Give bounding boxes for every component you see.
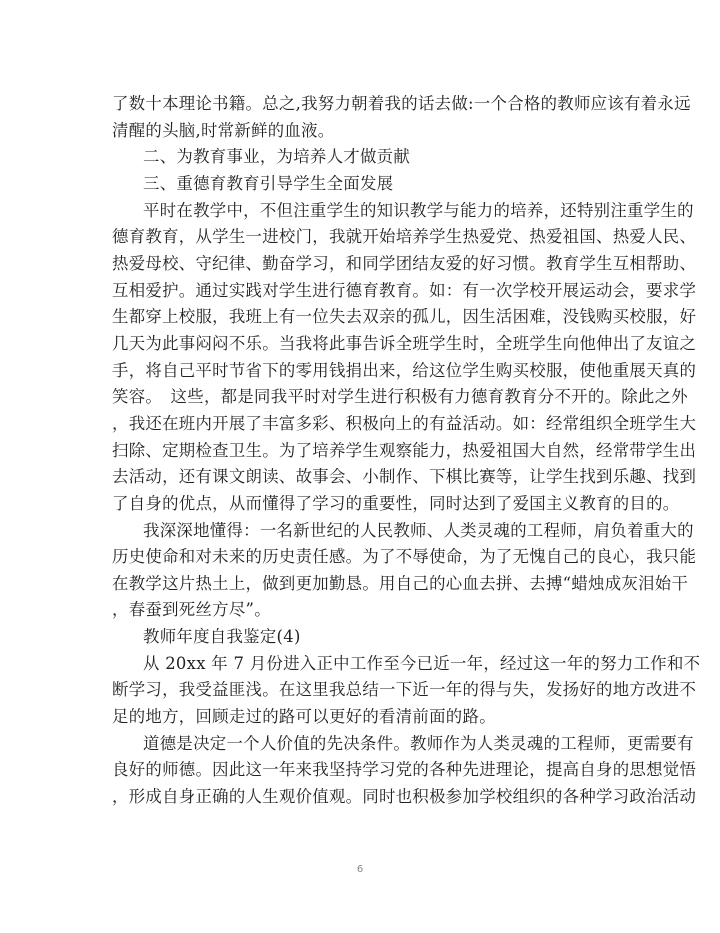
text-line: 几天为此事闷闷不乐。当我将此事告诉全班学生时，全班学生向他伸出了友谊之 [112, 333, 697, 353]
text-line: ，春蚕到死丝方尽”。 [112, 600, 271, 620]
text-line: ，我还在班内开展了丰富多彩、积极向上的有益活动。如：经常组织全班学生大 [112, 413, 697, 433]
section-heading-3: 三、重德育教育引导学生全面发展 [143, 173, 394, 193]
text-line: 足的地方，回顾走过的路可以更好的看清前面的路。 [112, 707, 496, 727]
text-line: ，形成自身正确的人生观价值观。同时也积极参加学校组织的各种学习政治活动 [112, 787, 697, 807]
text-line: 清醒的头脑,时常新鲜的血液。 [112, 120, 335, 140]
text-line: 了自身的优点，从而懂得了学习的重要性，同时达到了爱国主义教育的目的。 [112, 493, 680, 513]
page-number: 6 [356, 864, 364, 875]
text-line: 良好的师德。因此这一年来我坚持学习党的各种先进理论，提高自身的思想觉悟 [112, 760, 697, 780]
paragraph-start: 道德是决定一个人价值的先决条件。教师作为人类灵魂的工程师，更需要有 [143, 733, 694, 753]
text-line: 在教学这片热土上，做到更加勤恳。用自己的心血去拼、去搏“蜡烛成灰泪始干 [112, 573, 689, 593]
text-line: 历史使命和对未来的历史责任感。为了不辱使命，为了无愧自己的良心，我只能 [112, 547, 697, 567]
text-line: 互相爱护。通过实践对学生进行德育教育。如：有一次学校开展运动会，要求学 [112, 280, 697, 300]
text-line: 手，将自己平时节省下的零用钱捐出来，给这位学生购买校服，使他重展天真的 [112, 360, 697, 380]
text-line: 去活动，还有课文朗读、故事会、小制作、下棋比赛等，让学生找到乐趣、找到 [112, 467, 697, 487]
section-heading-2: 二、为教育事业，为培养人才做贡献 [143, 147, 411, 167]
document-subtitle: 教师年度自我鉴定(4) [143, 627, 301, 647]
text-line: 笑容。 这些，都是同我平时对学生进行积极有力德育教育分不开的。除此之外 [112, 387, 688, 407]
text-line: 热爱母校、守纪律、勤奋学习，和同学团结友爱的好习惯。教育学生互相帮助、 [112, 253, 697, 273]
text-line: 生都穿上校服，我班上有一位失去双亲的孤儿，因生活困难，没钱购买校服，好 [112, 307, 697, 327]
paragraph-start: 平时在教学中，不但注重学生的知识教学与能力的培养，还特别注重学生的 [143, 200, 694, 220]
text-line: 扫除、定期检查卫生。为了培养学生观察能力，热爱祖国大自然，经常带学生出 [112, 440, 697, 460]
paragraph-start: 从 20xx 年 7 月份进入正中工作至今已近一年，经过这一年的努力工作和不 [143, 653, 701, 673]
text-line: 了数十本理论书籍。总之,我努力朝着我的话去做:一个合格的教师应该有着永远 [112, 94, 691, 113]
text-line: 断学习，我受益匪浅。在这里我总结一下近一年的得与失，发扬好的地方改进不 [112, 680, 697, 700]
paragraph-start: 我深深地懂得：一名新世纪的人民教师、人类灵魂的工程师，肩负着重大的 [143, 520, 694, 540]
text-line: 德育教育，从学生一进校门，我就开始培养学生热爱党、热爱祖国、热爱人民、 [112, 227, 697, 247]
document-body [112, 91, 701, 811]
